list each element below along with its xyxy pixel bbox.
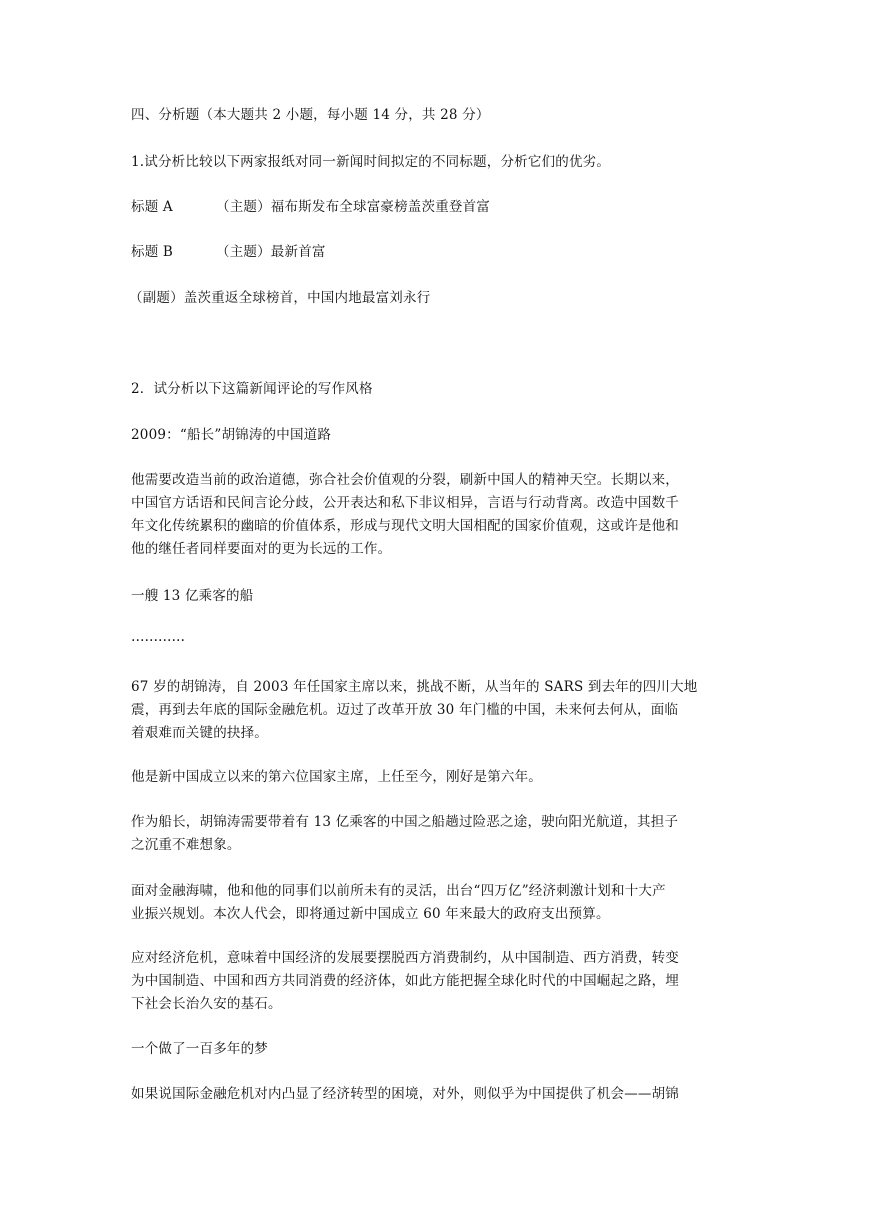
headline-a-label: 标题 A: [131, 199, 173, 215]
intro-line: 他需要改造当前的政治道德，弥合社会价值观的分裂，刷新中国人的精神天空。长期以来，: [131, 472, 679, 488]
paragraph-line: 业振兴规划。本次人代会，即将通过新中国成立 60 年来最大的政府支出预算。: [131, 906, 610, 922]
headline-b: [131, 241, 326, 264]
paragraph-line: 67 岁的胡锦涛，自 2003 年任国家主席以来，挑战不断，从当年的 SARS 到去年的四川大地: [131, 679, 698, 695]
intro-line: 年文化传统累积的幽暗的价值体系，形成与现代文明大国相配的国家价值观，这或许是他和: [131, 518, 679, 534]
paragraph-line: 下社会长治久安的基石。: [131, 996, 282, 1012]
headline-b-label: 标题 B: [131, 244, 174, 260]
paragraph-1: [131, 676, 741, 745]
paragraph-line: 为中国制造、中国和西方共同消费的经济体，如此方能把握全球化时代的中国崛起之路，埋: [131, 973, 679, 989]
subheading-1: 一艘 13 亿乘客的船: [131, 588, 254, 604]
section-heading: 四、分析题（本大题共 2 小题，每小题 14 分，共 28 分）: [131, 107, 490, 123]
intro-line: 中国官方话语和民间言论分歧，公开表达和私下非议相异，言语与行动背离。改造中国数千: [131, 495, 679, 511]
paragraph-5: [131, 947, 741, 1016]
intro-paragraph: [131, 469, 741, 561]
paragraph-line: 如果说国际金融危机对内凸显了经济转型的困境，对外，则似乎为中国提供了机会——胡锦: [131, 1086, 679, 1102]
headline-b-subtitle: （副题）盖茨重返全球榜首，中国内地最富刘永行: [129, 290, 431, 306]
paragraph-2: 他是新中国成立以来的第六位国家主席，上任至今，刚好是第六年。: [131, 769, 542, 785]
article-title: 2009：“船长”胡锦涛的中国道路: [131, 427, 332, 443]
paragraph-line: 着艰难而关键的抉择。: [131, 725, 268, 741]
headline-b-text: （主题）最新首富: [216, 244, 326, 260]
intro-line: 他的继任者同样要面对的更为长远的工作。: [131, 541, 392, 557]
headline-a-text: （主题）福布斯发布全球富豪榜盖茨重登首富: [216, 199, 490, 215]
paragraph-line: 应对经济危机，意味着中国经济的发展要摆脱西方消费制约，从中国制造、西方消费，转变: [131, 950, 679, 966]
paragraph-3: [131, 811, 741, 857]
paragraph-line: 作为船长，胡锦涛需要带着有 13 亿乘客的中国之船趟过险恶之途，驶向阳光航道，其担子: [131, 814, 679, 830]
subheading-2: 一个做了一百多年的梦: [131, 1041, 268, 1057]
paragraph-line: 面对金融海啸，他和他的同事们以前所未有的灵活，出台“四万亿”经济刺激计划和十大产: [131, 883, 666, 899]
question-2-prompt: 2．试分析以下这篇新闻评论的写作风格: [131, 381, 373, 397]
paragraph-line: 震，再到去年底的国际金融危机。迈过了改革开放 30 年门槛的中国，未来何去何从，面临: [131, 702, 679, 718]
headline-a: [131, 196, 490, 219]
ellipsis: …………: [131, 629, 185, 645]
paragraph-6: [131, 1083, 741, 1106]
question-1-prompt: 1.试分析比较以下两家报纸对同一新闻时间拟定的不同标题，分析它们的优劣。: [131, 154, 611, 170]
paragraph-4: [131, 880, 741, 926]
paragraph-line: 之沉重不难想象。: [131, 837, 241, 853]
